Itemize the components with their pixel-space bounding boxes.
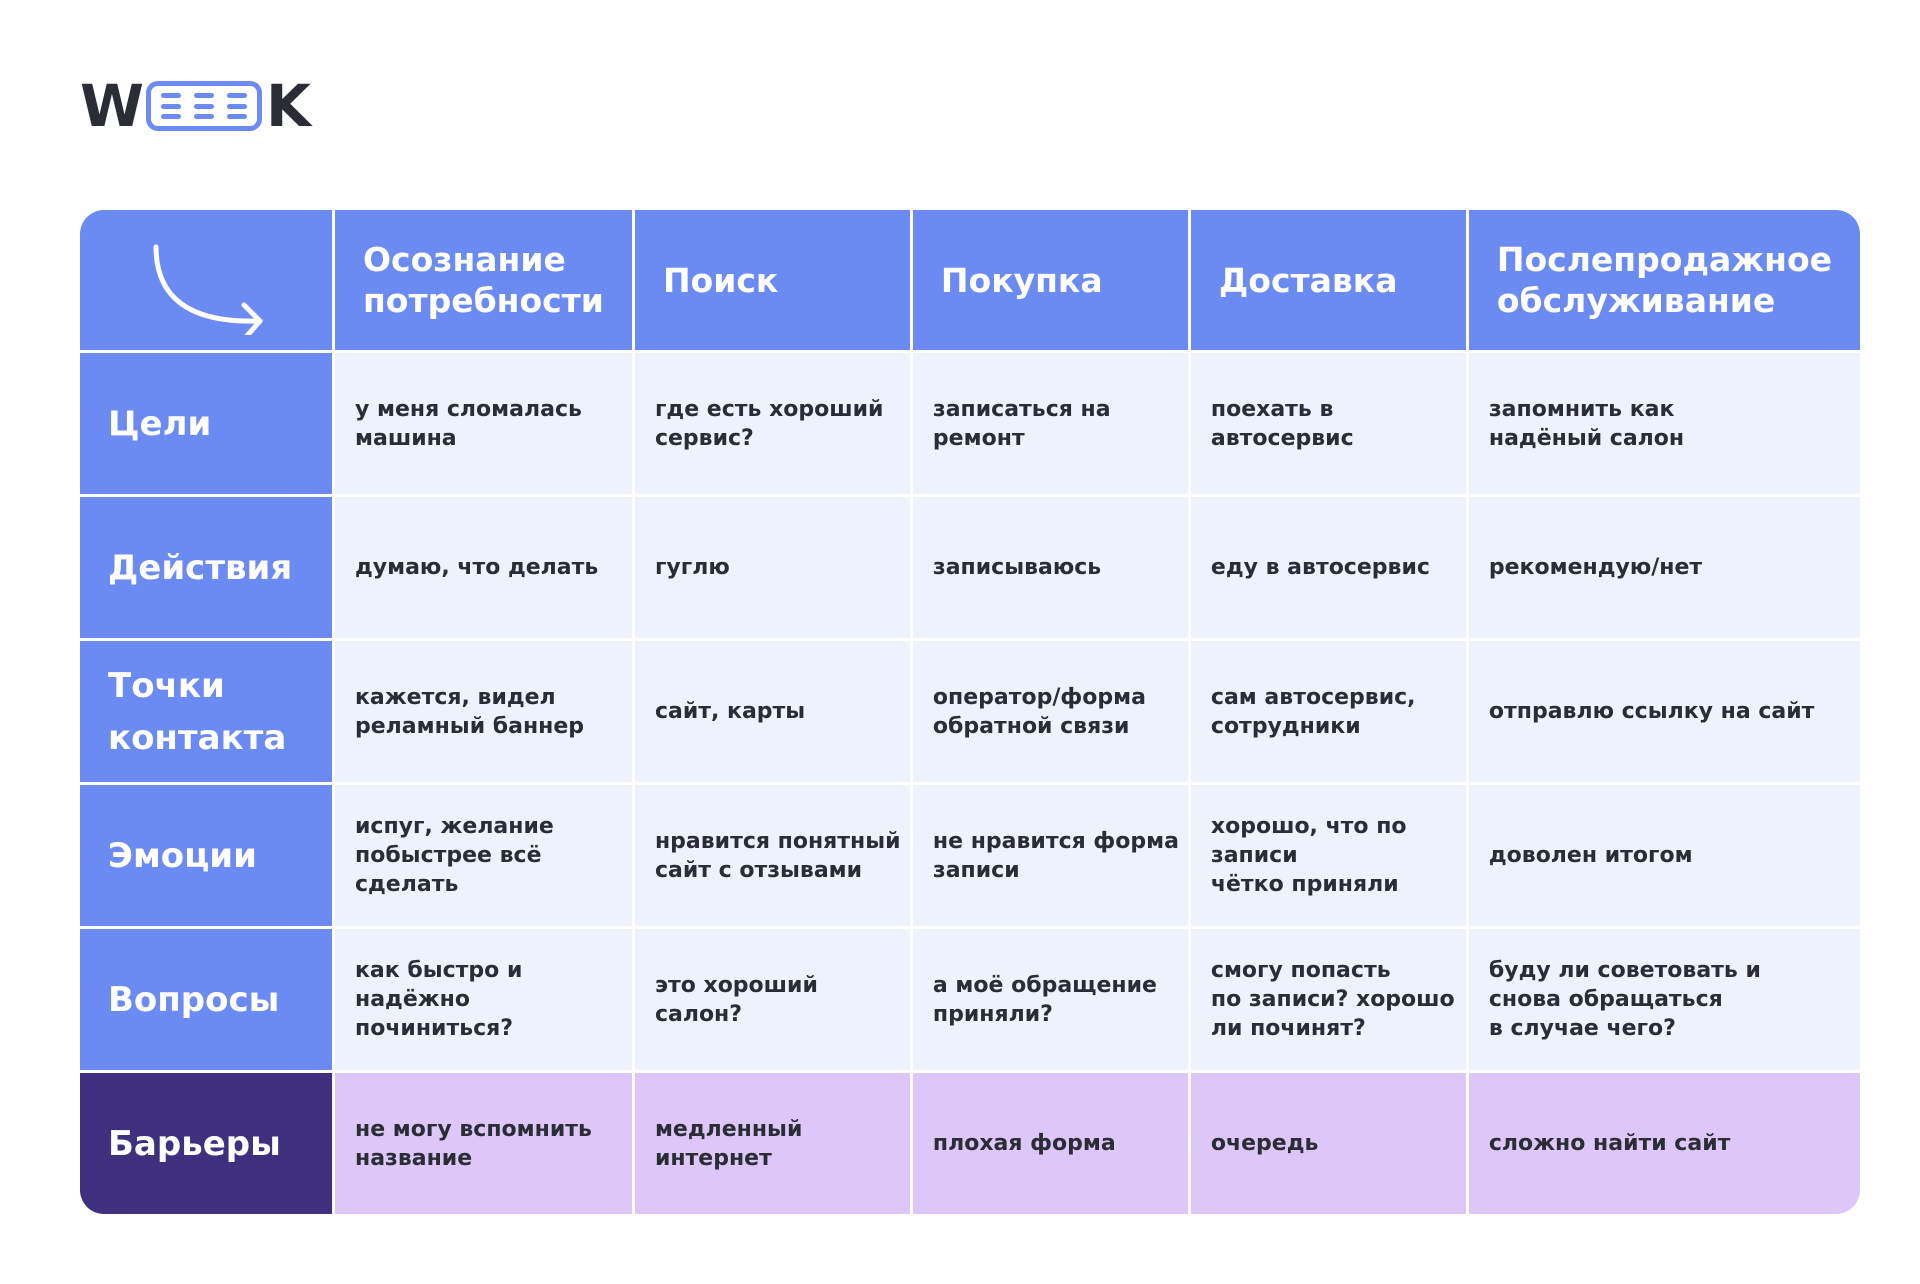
table-cell: сам автосервис, сотрудники	[1191, 641, 1466, 782]
header-purchase: Покупка	[913, 210, 1188, 350]
table-cell: кажется, видел реламный баннер	[335, 641, 632, 782]
table-cell: смогу попасть по записи? хорошо ли починят?	[1191, 929, 1466, 1070]
table-cell: очередь	[1191, 1073, 1466, 1214]
corner-cell	[80, 210, 332, 350]
table-cell: доволен итогом	[1469, 785, 1860, 926]
table-cell: где есть хороший сервис?	[635, 353, 910, 494]
table-cell: не могу вспомнить название	[335, 1073, 632, 1214]
table-cell: испуг, желание побыстрее всё сделать	[335, 785, 632, 926]
table-cell: не нравится форма записи	[913, 785, 1188, 926]
table-cell: сложно найти сайт	[1469, 1073, 1860, 1214]
table-cell: отправлю ссылку на сайт	[1469, 641, 1860, 782]
table-cell: хорошо, что по записи чётко приняли	[1191, 785, 1466, 926]
table-cell: рекомендую/нет	[1469, 497, 1860, 638]
table-cell: сайт, карты	[635, 641, 910, 782]
table-cell: записаться на ремонт	[913, 353, 1188, 494]
row-label-barriers: Барьеры	[80, 1073, 332, 1214]
row-label-touchpoints: Точки контакта	[80, 641, 332, 782]
table-cell: записываюсь	[913, 497, 1188, 638]
row-label-actions: Действия	[80, 497, 332, 638]
table-cell: как быстро и надёжно починиться?	[335, 929, 632, 1070]
row-label-emotions: Эмоции	[80, 785, 332, 926]
table-cell: медленный интернет	[635, 1073, 910, 1214]
logo-letter-k: K	[265, 72, 311, 140]
header-after-sales: Послепродажное обслуживание	[1469, 210, 1860, 350]
table-cell: поехать в автосервис	[1191, 353, 1466, 494]
table-cell: гуглю	[635, 497, 910, 638]
logo-letter-w: W	[80, 72, 144, 140]
customer-journey-map-table	[80, 210, 1860, 1214]
table-cell: думаю, что делать	[335, 497, 632, 638]
table-cell: плохая форма	[913, 1073, 1188, 1214]
header-delivery: Доставка	[1191, 210, 1466, 350]
logo-bars-box	[146, 81, 262, 131]
curved-arrow-right-icon	[136, 225, 276, 335]
table-cell: запомнить как надёный салон	[1469, 353, 1860, 494]
table-cell: а моё обращение приняли?	[913, 929, 1188, 1070]
table-cell: еду в автосервис	[1191, 497, 1466, 638]
header-awareness: Осознание потребности	[335, 210, 632, 350]
table-cell: буду ли советовать и снова обращаться в случае чего?	[1469, 929, 1860, 1070]
row-label-questions: Вопросы	[80, 929, 332, 1070]
table-cell: оператор/форма обратной связи	[913, 641, 1188, 782]
weeek-logo	[80, 72, 311, 140]
header-search: Поиск	[635, 210, 910, 350]
row-label-goals: Цели	[80, 353, 332, 494]
table-cell: нравится понятный сайт с отзывами	[635, 785, 910, 926]
table-cell: это хороший салон?	[635, 929, 910, 1070]
table-cell: у меня сломалась машина	[335, 353, 632, 494]
